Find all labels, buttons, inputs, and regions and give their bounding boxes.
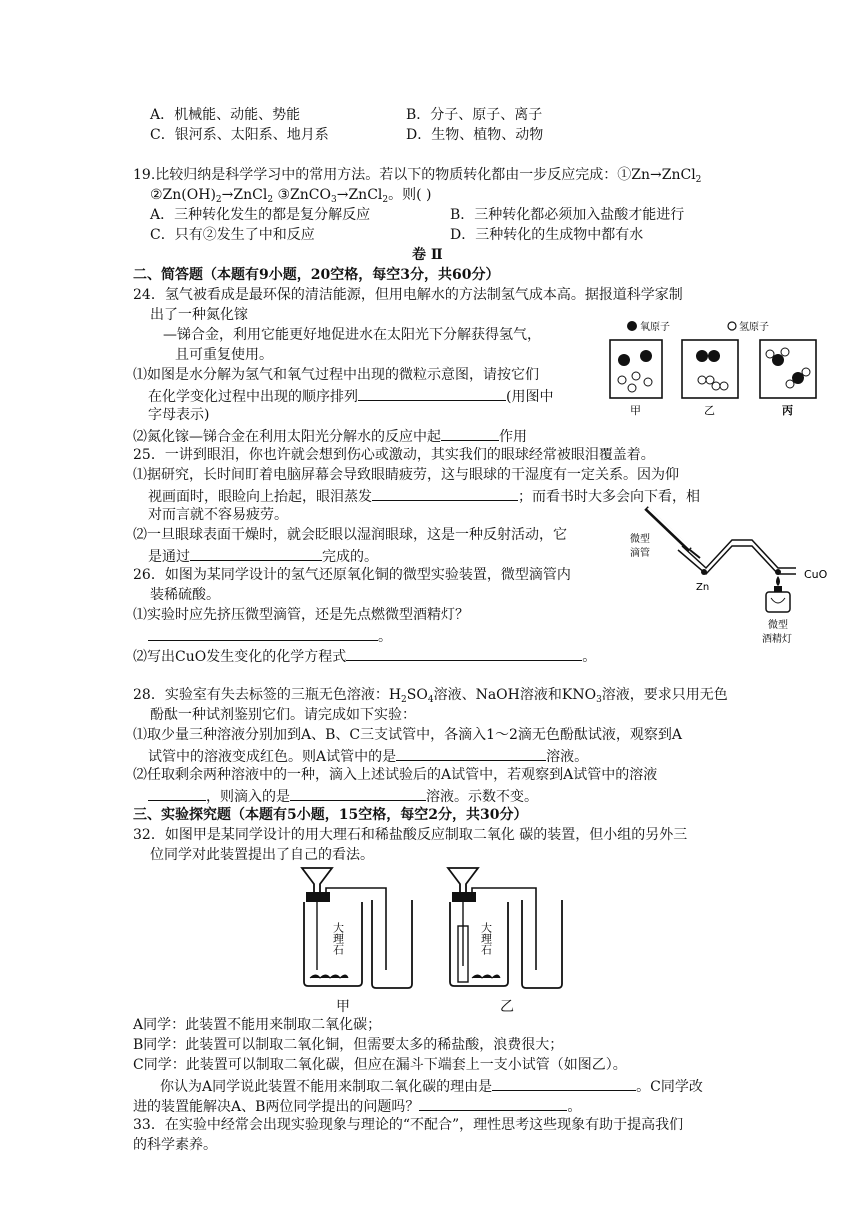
q18-option-d: D．生物、植物、动物 [406, 127, 544, 143]
marble-chips [310, 975, 348, 978]
zinc-granule [701, 569, 707, 575]
q26-part2: ⑵写出CuO发生变化的化学方程式 。 [133, 646, 596, 666]
q28-line2: 酚酞一种试剂鉴别它们。请完成如下实验： [150, 707, 416, 723]
q28-part2-line2: ，则滴入的是 溶液。示数不变。 [148, 786, 538, 806]
dropper-label-1: 微型 [630, 534, 650, 545]
legend-oxygen-label: 氧原子 [640, 322, 670, 333]
micro-alcohol-lamp-icon [766, 576, 790, 612]
q24-part2: ⑵氮化镓—锑合金在利用太阳光分解水的反应中起 作用 [133, 426, 527, 446]
q19-stem-line1: 19.比较归纳是科学学习中的常用方法。若以下的物质转化都由一步反应完成：①Zn→ZnCl$_2$ [133, 167, 702, 185]
q26-line1: 26．如图为某同学设计的氢气还原氧化铜的微型实验装置，微型滴管内 [133, 567, 571, 583]
marble-label-yi: 大理石 [479, 922, 493, 955]
q25-line1: 25．一讲到眼泪，你也许就会想到伤心或激动，其实我们的眼球经常被眼泪覆盖着。 [133, 447, 655, 463]
q19-option-b: B．三种转化都必须加入盐酸才能进行 [450, 207, 685, 223]
q32-answer-blank-2[interactable] [419, 1096, 567, 1111]
funnel-icon-2 [448, 868, 478, 896]
q26-answer-blank-2[interactable] [346, 646, 582, 661]
marble-label-jia: 大理石 [331, 922, 345, 955]
q19-option-a: A．三种转化发生的都是复分解反应 [150, 207, 371, 223]
q19-option-c: C．只有②发生了中和反应 [150, 227, 315, 243]
q32-question-line1: 你认为A同学说此装置不能用来制取二氧化碳的理由是 。C同学改 [160, 1076, 703, 1096]
section3-heading: 三、实验探究题（本题有5小题，15空格，每空2分，共30分） [133, 807, 528, 823]
collecting-bottle [372, 900, 412, 988]
box-bing-label: 丙 [782, 404, 793, 417]
cuo-powder [775, 569, 781, 575]
micro-dropper-icon [646, 508, 700, 558]
q28-answer-blank-2[interactable] [148, 786, 206, 801]
legend-hydrogen-label: 氢原子 [739, 322, 769, 333]
lamp-label-2: 酒精灯 [762, 634, 792, 645]
q33-line1: 33．在实验中经常会出现实验现象与理论的“不配合”，理性思考这些现象有助于提高我们 [133, 1117, 684, 1133]
hydrogen-legend-icon [728, 322, 736, 330]
q26-micro-apparatus-diagram [628, 500, 838, 650]
q25-part2-line2: 是通过 完成的。 [148, 546, 378, 566]
q18-option-c: C．银河系、太阳系、地月系 [150, 127, 329, 143]
dropper-label-2: 滴管 [630, 548, 650, 559]
q24-line3: —锑合金，利用它能更好地促进水在太阳光下分解获得氢气， [163, 327, 541, 343]
lamp-label-1: 微型 [768, 620, 788, 631]
q24-part1-line1: ⑴如图是水分解为氢气和氧气过程中出现的微粒示意图，请按它们 [133, 367, 539, 383]
q28-answer-blank-1[interactable] [396, 746, 546, 761]
cuo-label: CuO [804, 568, 828, 581]
q25-part1-line3: 对而言就不容易疲劳。 [148, 507, 288, 523]
apparatus-yi-caption: 乙 [500, 999, 514, 1015]
q18-option-a: A．机械能、动能、势能 [150, 107, 301, 123]
q25-answer-blank-2[interactable] [190, 546, 322, 561]
q19-stem-line2: $②Zn(OH)_2\to ZnCl_2$ ③ZnCO$_3$→ZnCl$_2$。则( ) [150, 187, 432, 205]
apparatus-yi [448, 868, 562, 988]
zinc-label: Zn [696, 582, 710, 593]
q33-line2: 的科学素养。 [133, 1137, 217, 1153]
q26-answer-blank-1[interactable] [148, 626, 378, 641]
q24-particle-diagram [602, 316, 824, 420]
box-jia-label: 甲 [630, 404, 641, 417]
funnel-icon [302, 868, 332, 896]
q24-part1-line2: 在化学变化过程中出现的顺序排列 (用图中 [148, 386, 553, 406]
box-bing [760, 340, 816, 398]
oxygen-legend-icon [627, 321, 637, 331]
q28-line1: 28．实验室有失去标签的三瓶无色溶液：$H_2SO_4$溶液、NaOH溶液和$KNO_3$溶液，要求只用无色 [133, 687, 728, 705]
q24-answer-blank-2[interactable] [441, 426, 499, 441]
q28-part1-line1: ⑴取少量三种溶液分别加到A、B、C三支试管中，各滴入1～2滴无色酚酞试液，观察到A [133, 727, 683, 743]
box-jia [610, 340, 662, 398]
q32-line1: 32．如图甲是某同学设计的用大理石和稀盐酸反应制取二氧化 碳的装置，但小组的另外三 [133, 827, 688, 843]
q25-part1-line2: 视画面时，眼睑向上抬起，眼泪蒸发 ；而看书时大多会向下看，相 [148, 486, 700, 506]
q24-line4: 且可重复使用。 [175, 347, 273, 363]
q24-line2: 出了一种氮化镓 [150, 307, 248, 323]
q26-part1-answer: 。 [148, 626, 392, 646]
q32-student-b: B同学：此装置可以制取二氧化铜，但需要太多的稀盐酸，浪费很大； [133, 1037, 564, 1053]
q24-part1-line3: 字母表示) [148, 407, 210, 423]
q24-line1: 24．氢气被看成是最环保的清洁能源，但用电解水的方法制氢气成本高。据报道科学家制 [133, 287, 683, 303]
q32-student-a: A同学：此装置不能用来制取二氧化碳； [133, 1017, 382, 1033]
q19-option-d: D．三种转化的生成物中都有水 [450, 227, 644, 243]
q25-part2-line1: ⑵一旦眼球表面干燥时，就会眨眼以湿润眼球，这是一种反射活动，它 [133, 527, 567, 543]
q26-part1: ⑴实验时应先挤压微型滴管，还是先点燃微型酒精灯？ [133, 607, 469, 623]
section2-heading: 二、简答题（本题有9小题，20空格，每空3分，共60分） [133, 267, 500, 283]
box-yi [682, 340, 738, 398]
q32-question-line2: 进的装置能解决A、B两位同学提出的问题吗？ 。 [133, 1096, 581, 1116]
q32-student-c: C同学：此装置可以制取二氧化碳，但应在漏斗下端套上一支小试管（如图乙）。 [133, 1057, 627, 1073]
q25-part1-line1: ⑴据研究，长时间盯着电脑屏幕会导致眼睛疲劳，这与眼球的干湿度有一定关系。因为仰 [133, 467, 679, 483]
q24-answer-blank-1[interactable] [358, 386, 506, 401]
apparatus-jia [302, 868, 412, 988]
volume-heading: 卷 Ⅱ [412, 247, 443, 263]
q18-option-b: B．分子、原子、离子 [406, 107, 543, 123]
q28-part1-line2: 试管中的溶液变成红色。则A试管中的是 溶液。 [148, 746, 588, 766]
q28-part2-line1: ⑵任取剩余两种溶液中的一种，滴入上述试验后的A试管中，若观察到A试管中的溶液 [133, 767, 658, 783]
q25-answer-blank-1[interactable] [372, 486, 518, 501]
q32-apparatus-diagram [296, 866, 606, 996]
box-yi-label: 乙 [704, 404, 715, 417]
q28-answer-blank-3[interactable] [290, 786, 426, 801]
q32-answer-blank-1[interactable] [492, 1076, 636, 1091]
q32-line2: 位同学对此装置提出了自己的看法。 [150, 847, 374, 863]
q26-line2: 装稀硫酸。 [150, 587, 220, 603]
apparatus-jia-caption: 甲 [336, 999, 350, 1015]
